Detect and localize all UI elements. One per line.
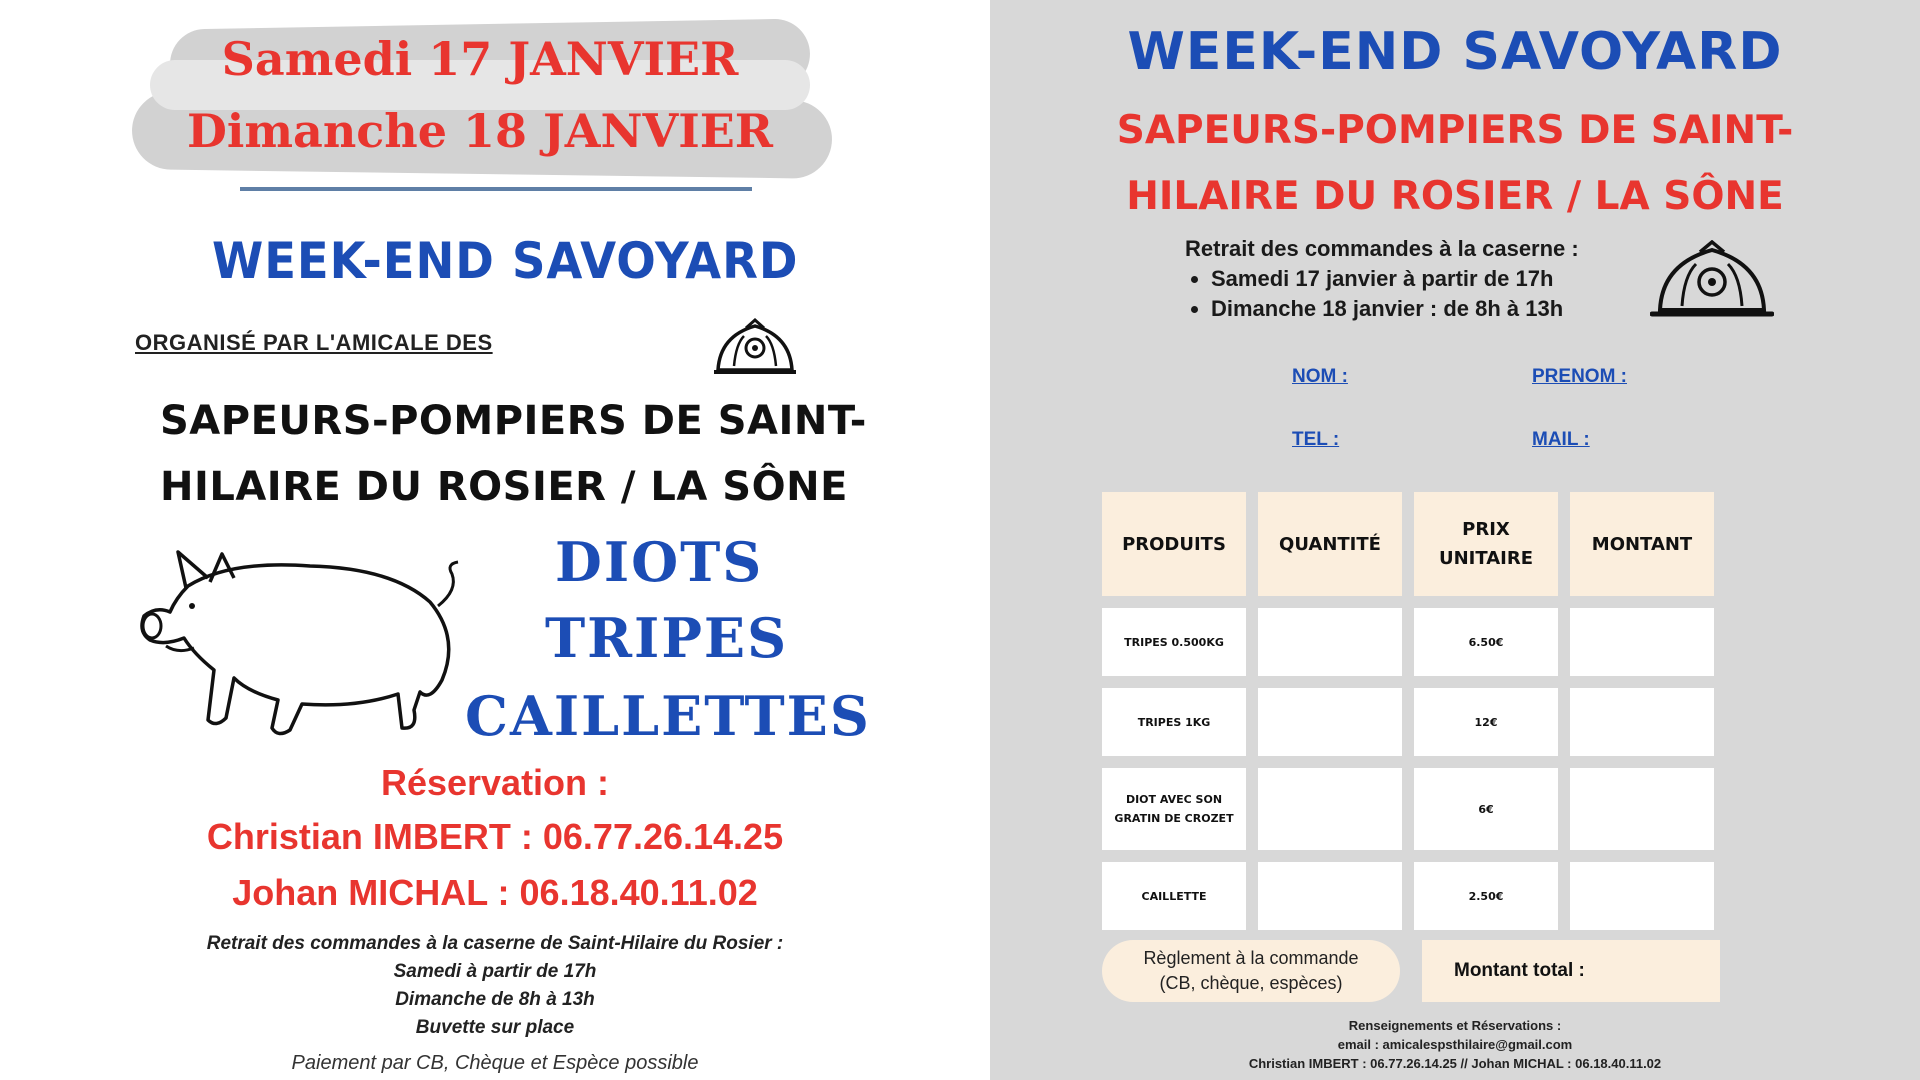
pickup-heading: Retrait des commandes à la caserne : xyxy=(1185,236,1579,261)
field-tel[interactable]: TEL : xyxy=(1292,429,1340,450)
contact-phones: Christian IMBERT : 06.77.26.14.25 // Johan MICHAL : 06.18.40.11.02 xyxy=(1248,1056,1662,1071)
row-quantity-input[interactable] xyxy=(1258,768,1402,850)
row-unit-price: 2.50€ xyxy=(1414,862,1558,930)
contact-email: email : amicalespsthilaire@gmail.com xyxy=(1337,1037,1573,1052)
row-quantity-input[interactable] xyxy=(1258,862,1402,930)
pickup-schedule xyxy=(1185,236,1579,322)
firefighter-helmet-icon xyxy=(712,318,798,380)
row-quantity-input[interactable] xyxy=(1258,688,1402,756)
reservation-contact-michal: Johan MICHAL : 06.18.40.11.02 xyxy=(232,872,758,913)
row-amount-input[interactable] xyxy=(1570,608,1714,676)
pickup-info: Buvette sur place xyxy=(415,1017,575,1038)
row-amount-input[interactable] xyxy=(1570,862,1714,930)
total-amount-field[interactable]: Montant total : xyxy=(1422,940,1720,1002)
brigade-line-2: HILAIRE DU ROSIER / LA SÔNE xyxy=(160,464,848,510)
col-header-produits: PRODUITS xyxy=(1102,492,1246,596)
event-title: WEEK-END SAVOYARD xyxy=(212,232,799,290)
divider xyxy=(240,187,752,191)
payment-methods: Paiement par CB, Chèque et Espèce possible xyxy=(291,1052,699,1074)
info-heading: Renseignements et Réservations : xyxy=(1348,1018,1562,1033)
date-sunday: Dimanche 18 JANVIER xyxy=(186,104,774,158)
form-brigade-line-1: SAPEURS-POMPIERS DE SAINT- xyxy=(1116,108,1794,153)
pickup-info: Samedi à partir de 17h xyxy=(393,961,597,982)
product-tripes: TRIPES xyxy=(545,606,789,670)
pickup-info: Dimanche de 8h à 13h xyxy=(395,989,595,1010)
pickup-sunday: • Dimanche 18 janvier : de 8h à 13h xyxy=(1211,296,1579,322)
col-header-quantite: QUANTITÉ xyxy=(1258,492,1402,596)
payment-terms: Règlement à la commande (CB, chèque, espèces) xyxy=(1102,940,1400,1002)
row-amount-input[interactable] xyxy=(1570,768,1714,850)
row-product: CAILLETTE xyxy=(1102,862,1246,930)
form-brigade-line-2: HILAIRE DU ROSIER / LA SÔNE xyxy=(1126,174,1784,219)
row-product: TRIPES 0.500KG xyxy=(1102,608,1246,676)
brigade-line-1: SAPEURS-POMPIERS DE SAINT- xyxy=(160,398,867,444)
firefighter-helmet-icon xyxy=(1650,240,1774,324)
col-header-montant: MONTANT xyxy=(1570,492,1714,596)
field-mail[interactable]: MAIL : xyxy=(1532,429,1590,450)
field-prenom[interactable]: PRENOM : xyxy=(1532,366,1627,387)
row-quantity-input[interactable] xyxy=(1258,608,1402,676)
product-caillettes: CAILLETTES xyxy=(465,684,871,748)
row-amount-input[interactable] xyxy=(1570,688,1714,756)
form-title: WEEK-END SAVOYARD xyxy=(1127,22,1783,82)
row-product: DIOT AVEC SON GRATIN DE CROZET xyxy=(1102,768,1246,850)
date-saturday: Samedi 17 JANVIER xyxy=(221,32,739,86)
order-form xyxy=(990,0,1920,1080)
reservation-contact-imbert: Christian IMBERT : 06.77.26.14.25 xyxy=(206,816,784,857)
row-unit-price: 6€ xyxy=(1414,768,1558,850)
field-nom[interactable]: NOM : xyxy=(1292,366,1348,387)
pickup-info: Retrait des commandes à la caserne de Saint-Hilaire du Rosier : xyxy=(206,933,784,954)
row-product: TRIPES 1KG xyxy=(1102,688,1246,756)
product-diots: DIOTS xyxy=(555,530,764,594)
col-header-prix-unitaire: PRIX UNITAIRE xyxy=(1414,492,1558,596)
row-unit-price: 6.50€ xyxy=(1414,608,1558,676)
pickup-saturday: • Samedi 17 janvier à partir de 17h xyxy=(1211,266,1579,292)
pig-illustration xyxy=(130,542,470,742)
organised-by: ORGANISÉ PAR L'AMICALE DES xyxy=(135,330,493,355)
row-unit-price: 12€ xyxy=(1414,688,1558,756)
reservation-label: Réservation : xyxy=(380,762,610,803)
